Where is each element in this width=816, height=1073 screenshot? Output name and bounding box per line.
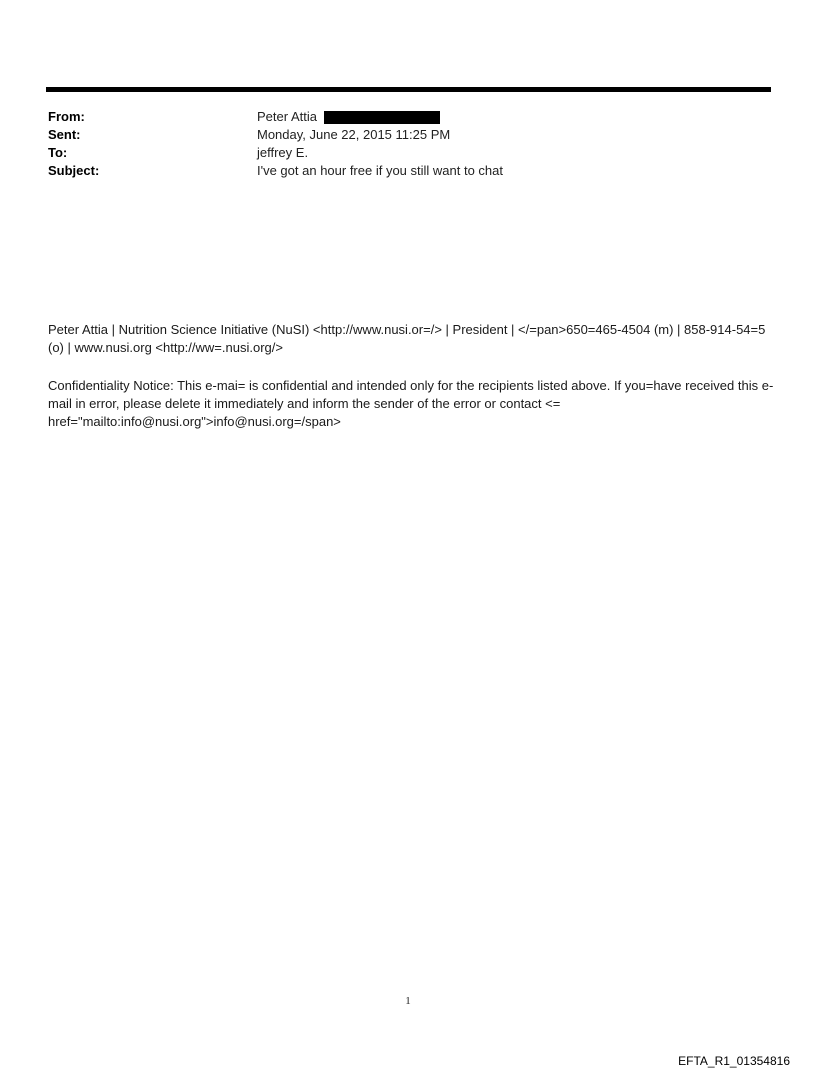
to-label: To: [48, 145, 68, 160]
to-row [48, 144, 768, 162]
subject-row [48, 162, 768, 180]
from-label: From: [48, 109, 85, 124]
redaction-bar [324, 111, 440, 124]
document-id: EFTA_R1_01354816 [678, 1054, 790, 1068]
subject-label: Subject: [48, 163, 100, 178]
sent-value: Monday, June 22, 2015 11:25 PM [257, 127, 451, 142]
sent-label: Sent: [48, 127, 81, 142]
sender-name: Peter Attia [257, 109, 317, 124]
email-signature: Peter Attia | Nutrition Science Initiative (NuSI) <http://www.nusi.or=/> | President | </=pan>650=465-4504 (m) | 858-914-54=5 (o) | www.nusi.org <http://ww=.nusi.org/> [48, 322, 766, 355]
to-value: jeffrey E. [257, 145, 309, 160]
from-value [257, 108, 440, 126]
page-number: 1 [405, 995, 411, 1007]
subject-value: I've got an hour free if you still want to chat [257, 163, 504, 178]
from-row [48, 108, 768, 126]
header-divider-rule [46, 87, 771, 92]
confidentiality-notice: Confidentiality Notice: This e-mai= is confidential and intended only for the recipients listed above. If you=have received this e-mail in error, please delete it immediately and inform the sender of the error or contact <= href="mailto:info@nusi.org">info@nusi.org=/span> [48, 378, 774, 429]
email-header-block [48, 108, 768, 180]
sent-row [48, 126, 768, 144]
